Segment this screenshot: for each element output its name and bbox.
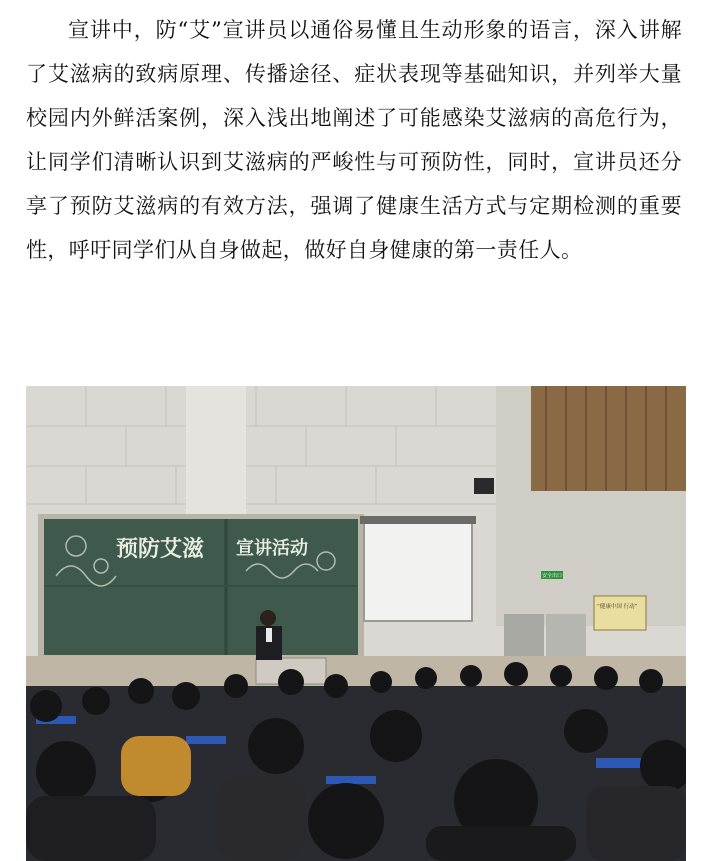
article-paragraph: 宣讲中，防“艾”宣讲员以通俗易懂且生动形象的语言，深入讲解了艾滋病的致病原理、传播途径、症状表现等基础知识，并列举大量校园内外鲜活案例，深入浅出地阐述了可能感染艾滋病的高危行为，让同学们清晰认识到艾滋病的严峻性与可预防性，同时，宣讲员还分享了预防艾滋病的有效方法，强调了健康生活方式与定期检测的重要性，呼吁同学们从自身做起，做好自身健康的第一责任人。 [26,18,682,262]
speaker [474,478,494,494]
curtains [531,386,686,491]
poster [594,596,646,630]
svg-text:安全出口: 安全出口 [542,573,563,579]
projector-screen [364,521,472,621]
blackboard-title-left: 预防艾滋 [116,537,205,562]
poster-text: “健康中国 行动” [597,604,638,610]
lecture-photo [26,386,686,861]
blackboard-title-right: 宣讲活动 [236,538,308,559]
